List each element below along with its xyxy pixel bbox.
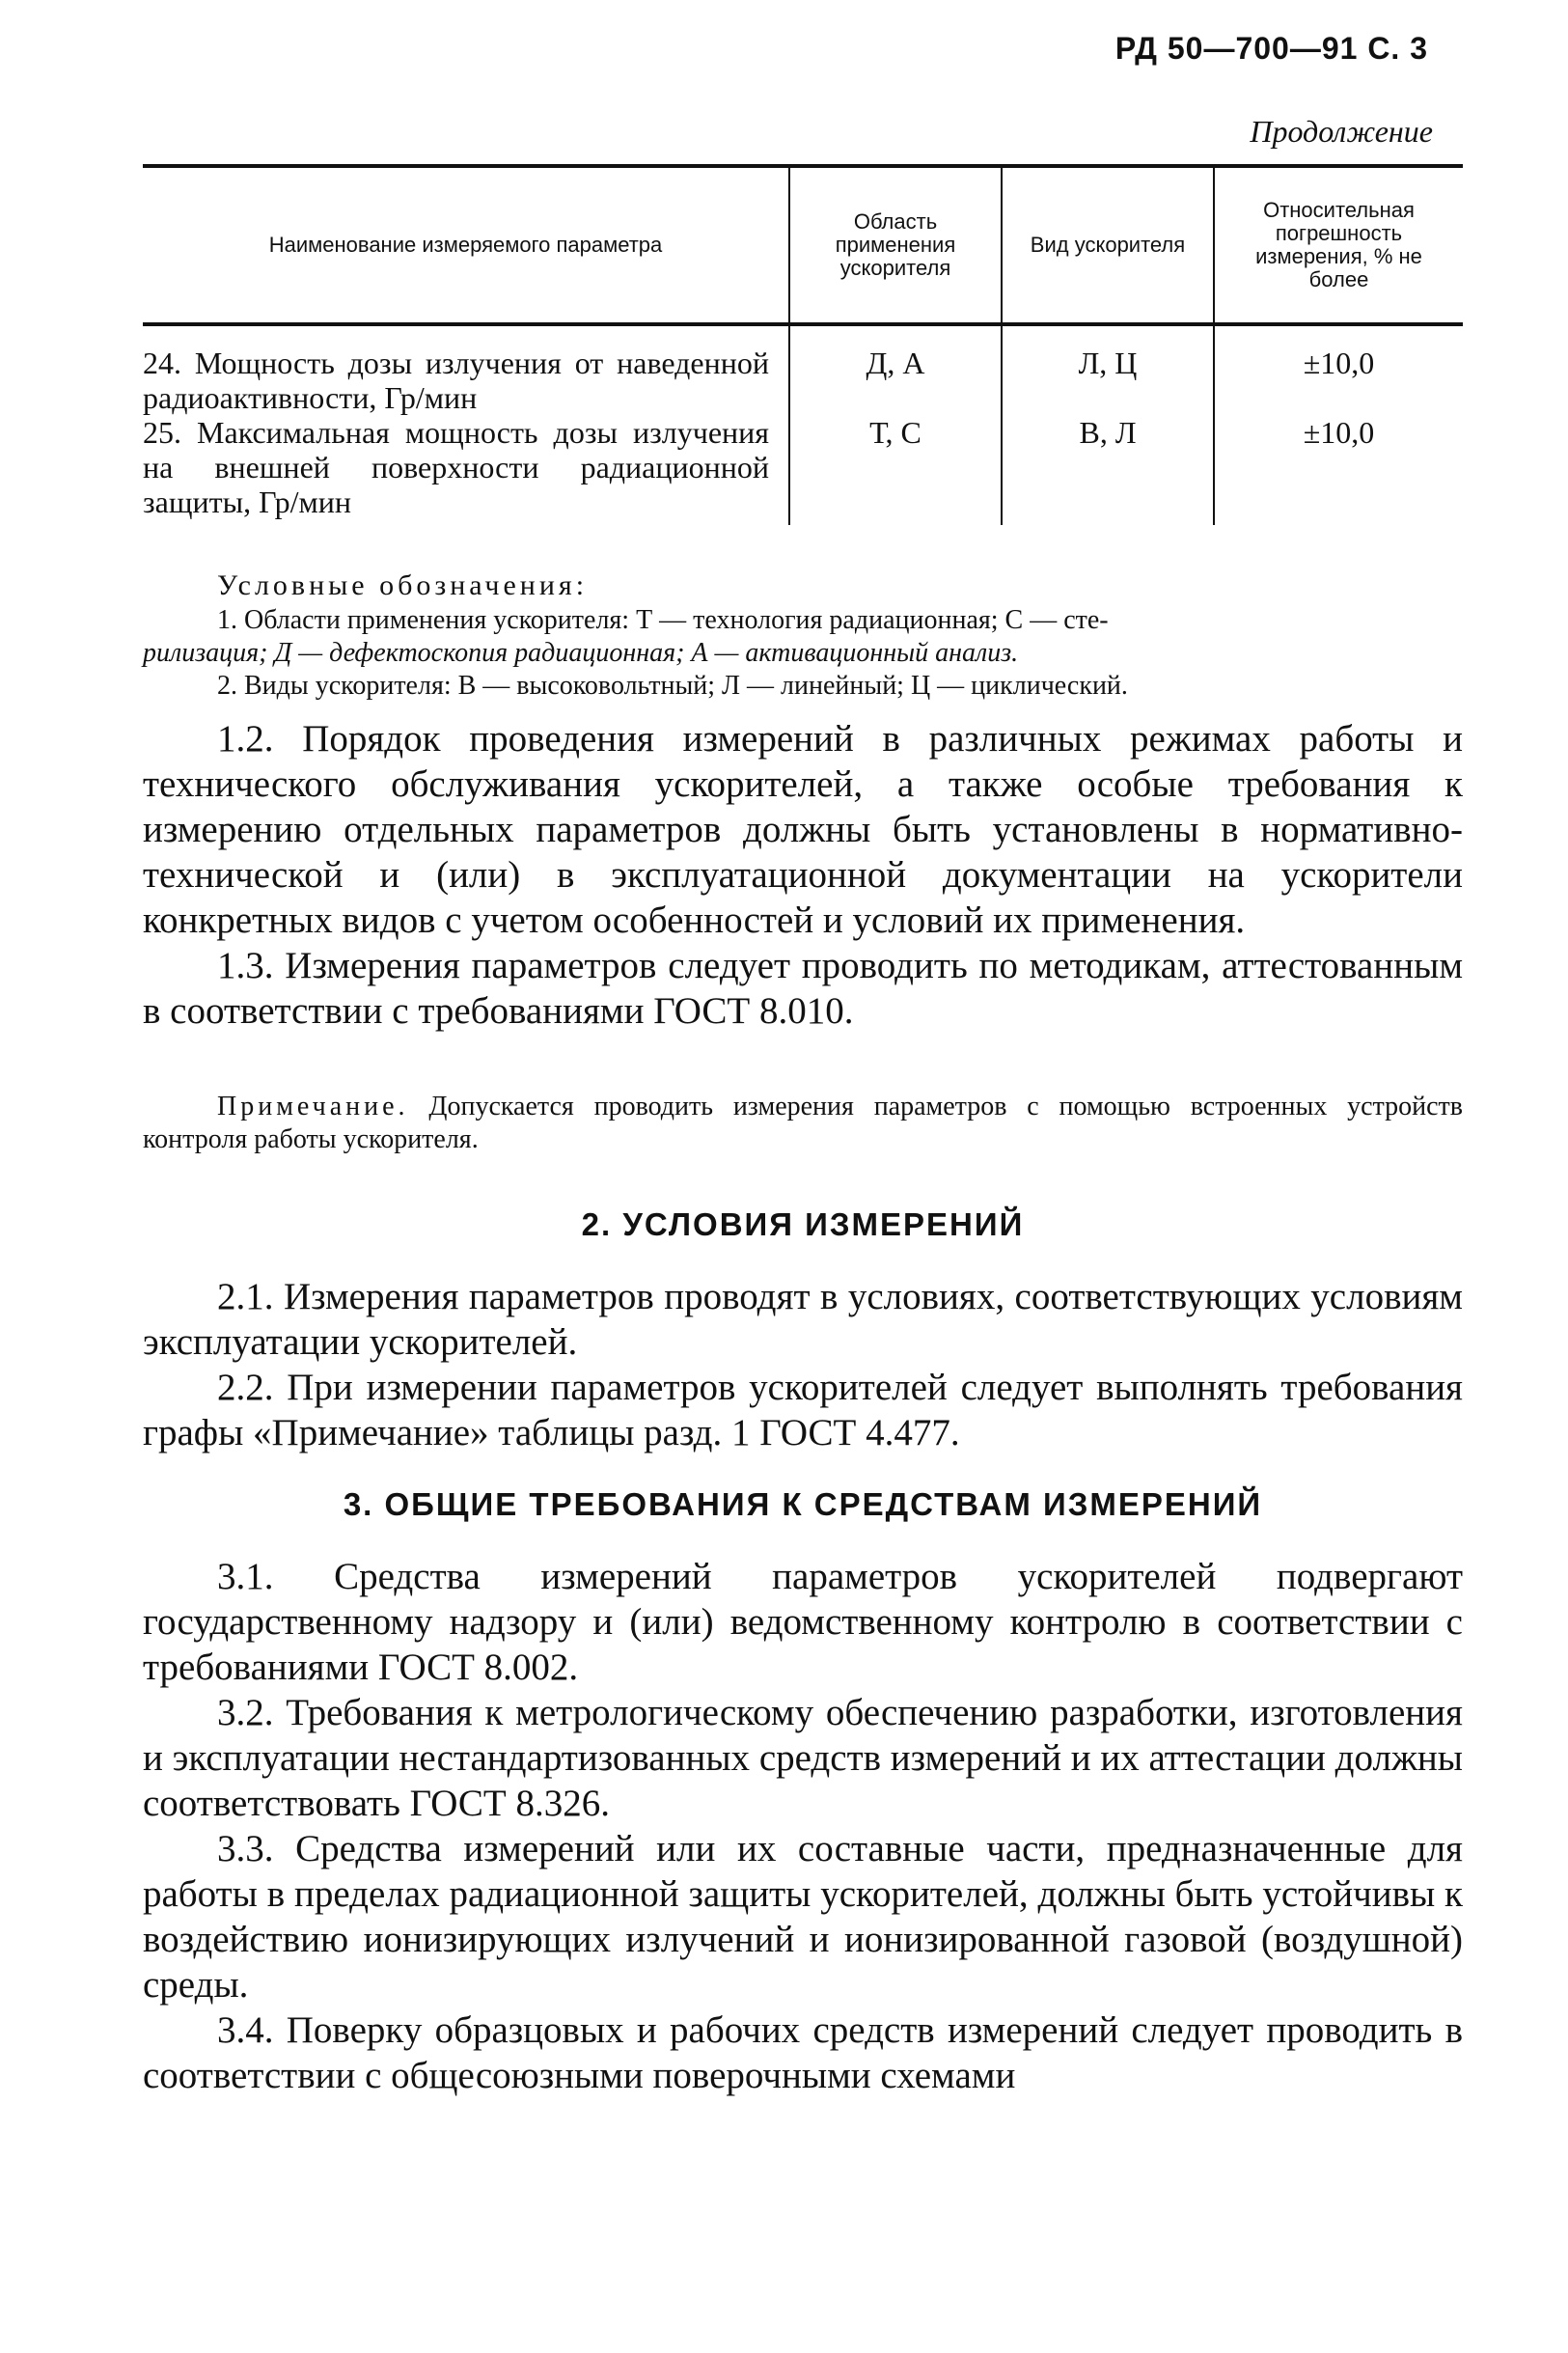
section-3-text <box>143 1554 1463 2098</box>
row-area: Т, С <box>789 415 1002 525</box>
row-parameter-name: Мощность дозы излучения от наведенной радиоактивности, Гр/мин <box>143 346 770 415</box>
paragraph-3-4: 3.4. Поверку образцовых и рабочих средств измерений следует проводить в соответствии с общесоюзными поверочными схемами <box>143 2009 1463 2096</box>
row-error: ±10,0 <box>1214 415 1463 525</box>
header-relative-error: Относительная погрешность измерения, % не более <box>1214 166 1463 324</box>
header-parameter-name: Наименование измеряемого параметра <box>143 166 789 324</box>
row-parameter <box>143 415 789 525</box>
legend-item-2: 2. Виды ускорителя: В — высоковольтный; Л — линейный; Ц — циклический. <box>217 671 1128 701</box>
paragraph-3-3: 3.3. Средства измерений или их составные части, предназначенные для работы в пределах радиационной защиты ускорителей, должны быть устойчивы к воздействию ионизирующих излучений и ионизированной газовой (воздушной) среды. <box>143 1828 1463 2006</box>
paragraph-1-3: 1.3. Измерения параметров следует проводить по методикам, аттестованным в соответствии с требованиями ГОСТ 8.010. <box>143 945 1463 1032</box>
row-error: ±10,0 <box>1214 324 1463 415</box>
legend-item-1b: рилизация; Д — дефектоскопия радиационная; А — активационный анализ. <box>143 638 1019 668</box>
row-type: Л, Ц <box>1002 324 1214 415</box>
row-parameter <box>143 324 789 415</box>
row-number: 25. <box>143 415 181 450</box>
header-application-area: Область применения ускорителя <box>789 166 1002 324</box>
row-parameter-name: Максимальная мощность дозы излучения на внешней поверхности радиационной защиты, Гр/мин <box>143 415 769 519</box>
section-3-title: 3. ОБЩИЕ ТРЕБОВАНИЯ К СРЕДСТВАМ ИЗМЕРЕНИЙ <box>343 1486 1263 1522</box>
parameters-table <box>143 164 1463 525</box>
row-type: В, Л <box>1002 415 1214 525</box>
note-label: Примечание. <box>217 1092 409 1121</box>
document-id: РД 50—700—91 С. 3 <box>1114 31 1428 66</box>
paragraph-1-2: 1.2. Порядок проведения измерений в различных режимах работы и технического обслуживания ускорителей, а также особые требования к измерению отдельных параметров должны быть установлены в нормативно-технической и (или) в эксплуатационной документации на ускорители конкретных видов с учетом особенностей и условий их применения. <box>143 718 1463 941</box>
paragraph-2-2: 2.2. При измерении параметров ускорителей следует выполнять требования графы «Примечание» таблицы разд. 1 ГОСТ 4.477. <box>143 1367 1463 1453</box>
table-row <box>143 324 1463 415</box>
legend <box>143 569 1467 703</box>
paragraph-3-2: 3.2. Требования к метрологическому обеспечению разработки, изготовления и эксплуатации нестандартизованных средств измерений и их аттестации должны соответствовать ГОСТ 8.326. <box>143 1692 1463 1824</box>
row-number: 24. <box>143 346 181 380</box>
paragraph-3-1: 3.1. Средства измерений параметров ускорителей подвергают государственному надзору и (или) ведомственному контролю в соответствии с требованиями ГОСТ 8.002. <box>143 1556 1463 1688</box>
paragraph-2-1: 2.1. Измерения параметров проводят в условиях, соответствующих условиям эксплуатации ускорителей. <box>143 1276 1463 1363</box>
legend-title: Условные обозначения: <box>217 569 589 601</box>
table-header-row <box>143 166 1463 324</box>
table-row <box>143 415 1463 525</box>
continuation-label: Продолжение <box>1250 114 1433 149</box>
header-accelerator-type: Вид ускорителя <box>1002 166 1214 324</box>
section-1-text <box>143 716 1463 1034</box>
note-text: Допускается проводить измерения параметров с помощью встроенных устройств контроля работы ускорителя. <box>143 1092 1463 1154</box>
note <box>143 1091 1463 1156</box>
section-2-title: 2. УСЛОВИЯ ИЗМЕРЕНИЙ <box>581 1206 1025 1242</box>
row-area: Д, А <box>789 324 1002 415</box>
legend-item-1a: 1. Области применения ускорителя: Т — технология радиационная; С — сте- <box>217 605 1109 635</box>
section-2-text <box>143 1274 1463 1455</box>
